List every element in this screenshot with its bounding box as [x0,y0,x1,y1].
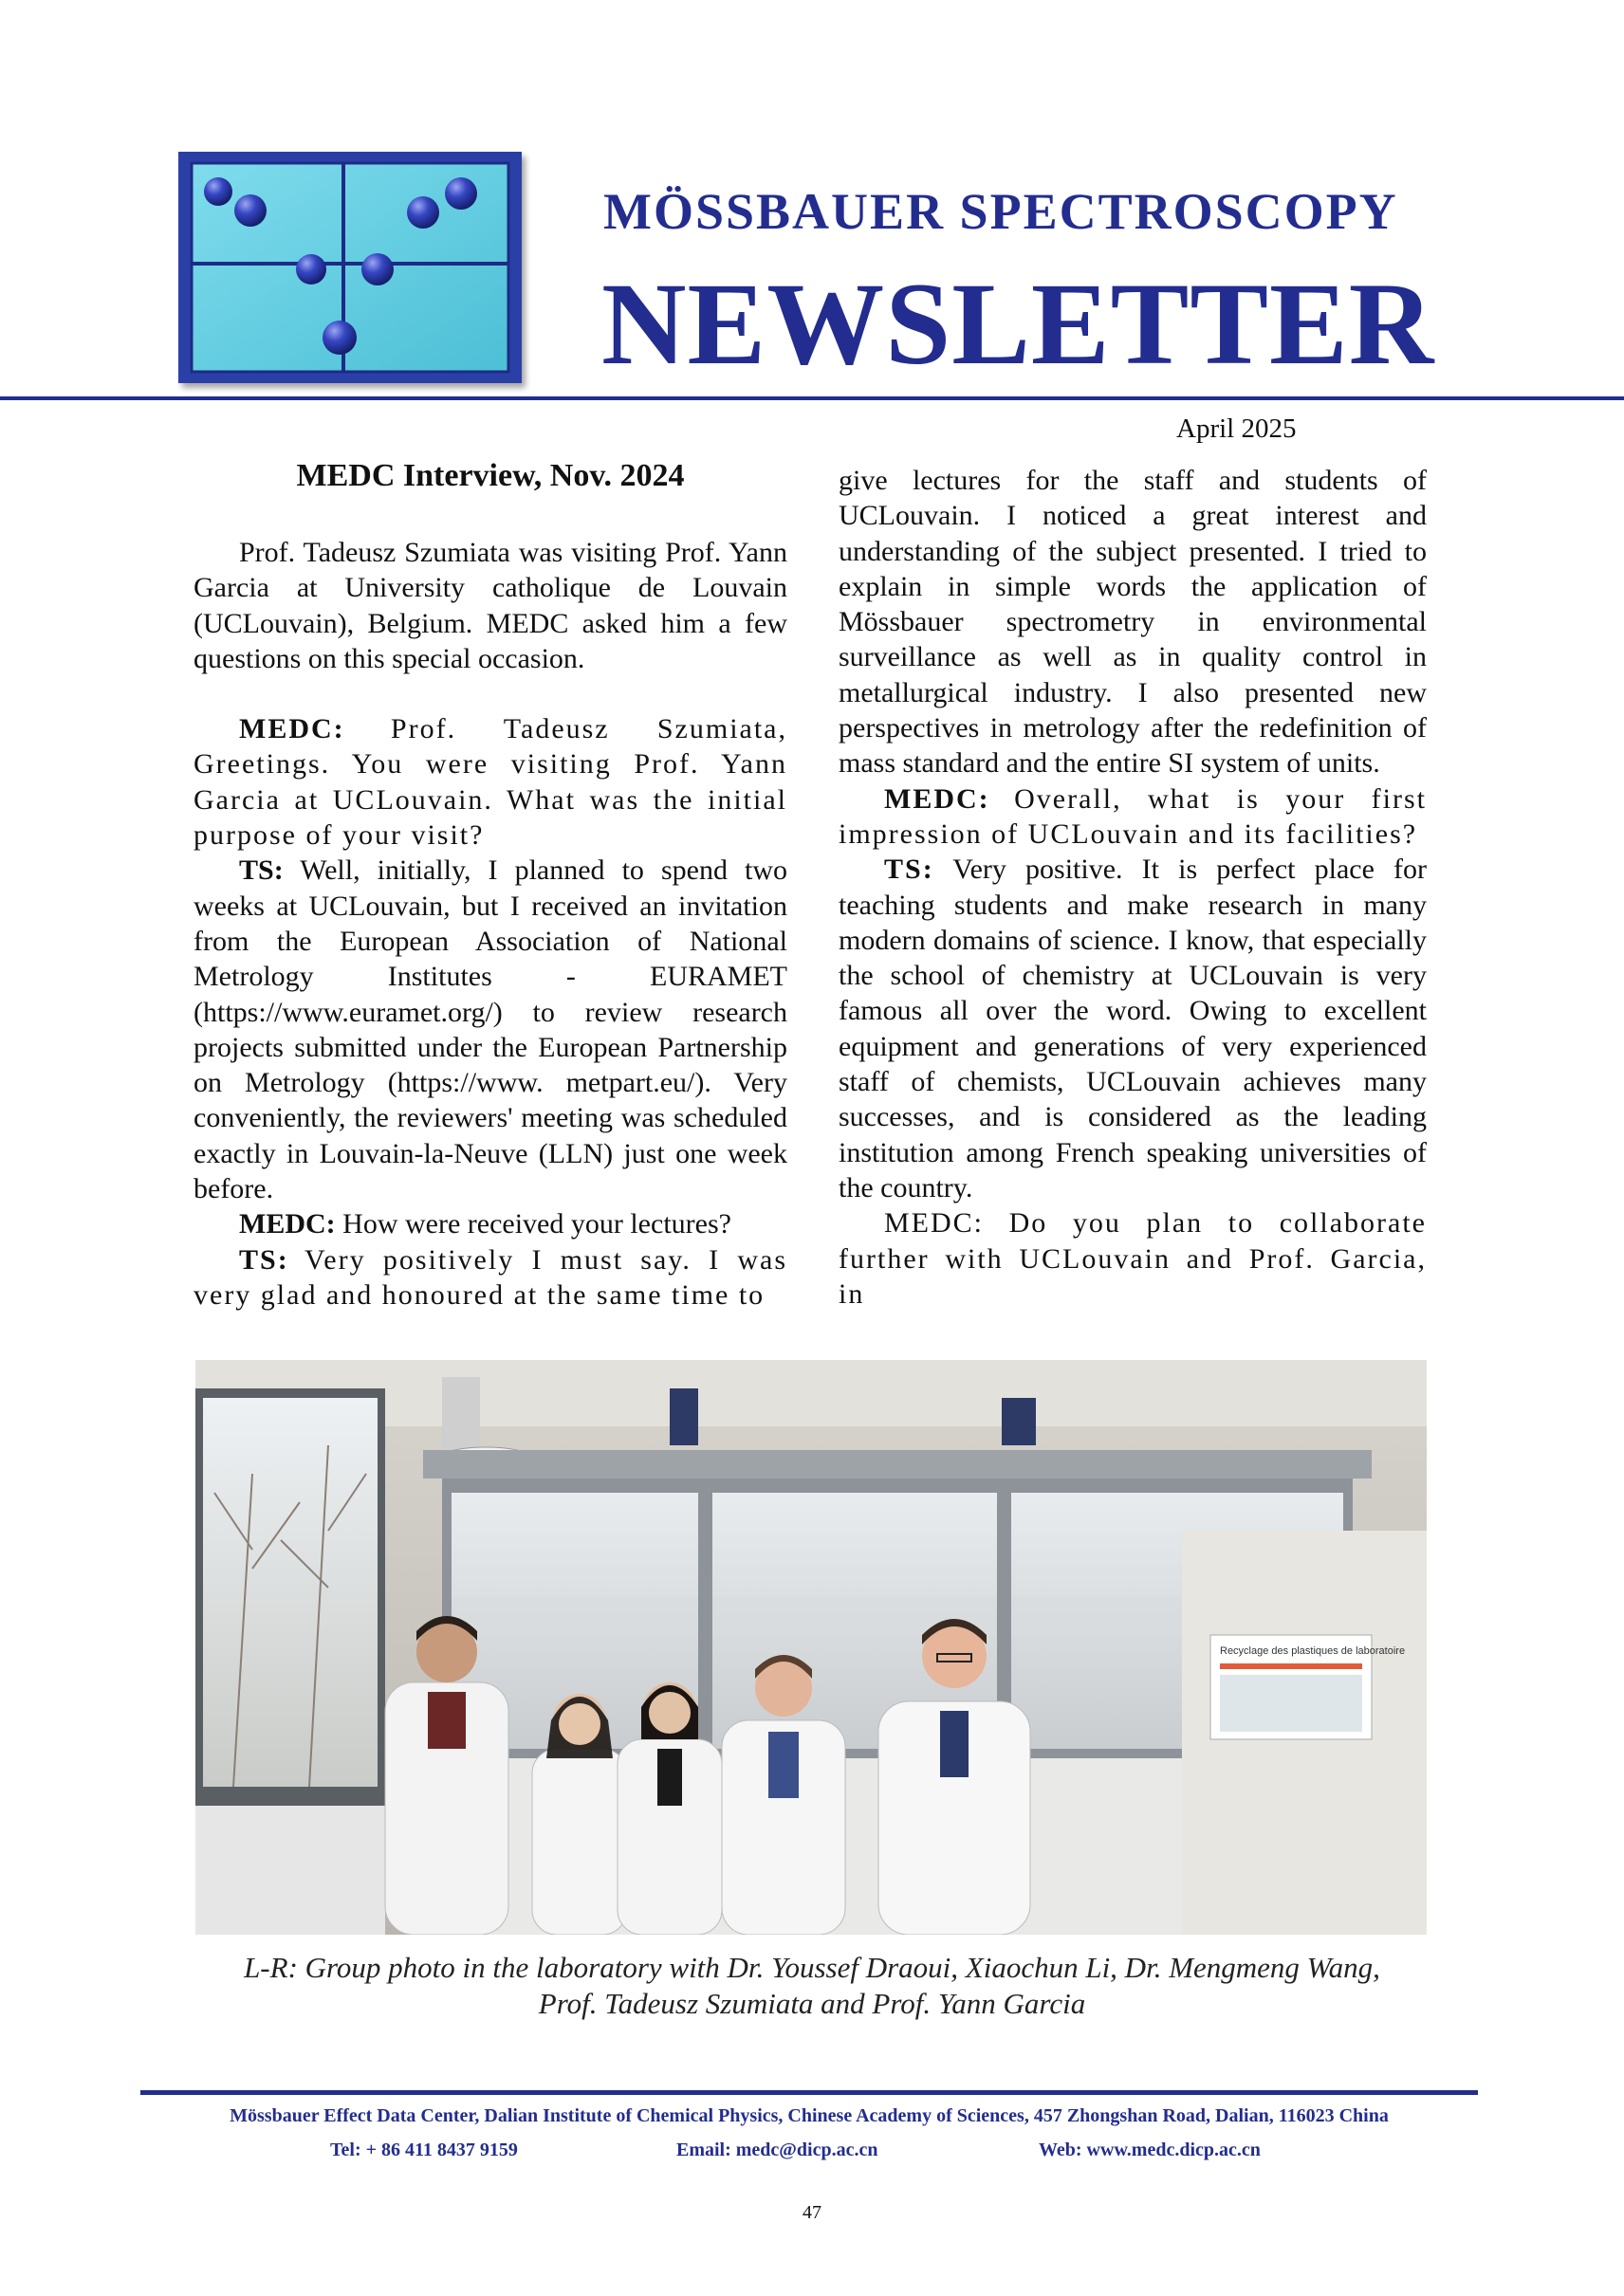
speaker-label: TS: [239,854,284,887]
mossbauer-lattice-logo-icon [178,152,522,383]
article-column-right [839,463,1427,1312]
newsletter-logo [178,152,522,383]
caption-line: L-R: Group photo in the laboratory with Dr. Youssef Draoui, Xiaochun Li, Dr. Mengmeng Wang, [244,1951,1380,1984]
footer-address: Mössbauer Effect Data Center, Dalian Institute of Chemical Physics, Chinese Academy of Sciences, 457 Zhongshan Road, Dalian, 116023 China [230,2105,1389,2126]
speaker-label: MEDC: [239,1208,336,1240]
article-title: MEDC Interview, Nov. 2024 [296,458,685,493]
lab-poster-title: Recyclage des plastiques de laboratoire [1220,1645,1406,1657]
speaker-label: TS: [239,1243,289,1276]
speaker-label: MEDC: [239,713,345,745]
article-column-left [194,455,787,1313]
footer-website[interactable]: Web: www.medc.dicp.ac.cn [1039,2140,1261,2160]
masthead-subtitle: MÖSSBAUER SPECTROSCOPY [603,183,1398,240]
page-number: 47 [803,2202,821,2223]
footer-telephone: Tel: + 86 411 8437 9159 [330,2140,518,2160]
question-paragraph: MEDC: Do you plan to collaborate further with UCLouvain and Prof. Garcia, in [839,1207,1427,1310]
footer-email[interactable]: Email: medc@dicp.ac.cn [676,2140,878,2160]
issue-date: April 2025 [1176,413,1297,444]
footer-divider [140,2090,1478,2095]
question-paragraph: MEDC: Overall, what is your first impression of UCLouvain and its facilities? [839,782,1427,850]
answer-paragraph: TS: Well, initially, I planned to spend two weeks at UCLouvain, but I received an invitation from the European Association of National Metrology Institutes - EURAMET (https://www.euramet.org/) to review research projects submitted under the European Partnership on Metrology (https://www. metpart.eu/). Very conveniently, the reviewers' meeting was scheduled exactly in Louvain-la-Neuve (LLN) just one week before. [194,854,787,1205]
speaker-label: TS: [884,854,934,886]
laboratory-group-photo [195,1360,1427,1935]
group-photo [195,1360,1427,1935]
masthead-title: NEWSLETTER [601,259,1435,389]
speaker-label: MEDC: [884,782,990,815]
article-intro: Prof. Tadeusz Szumiata was visiting Prof. Yann Garcia at University catholique de Louvain (UCLouvain), Belgium. MEDC asked him a few questions on this special occasion. [194,537,787,674]
answer-paragraph-continued: give lectures for the staff and students of UCLouvain. I noticed a great interest and understanding of the subject presented. I tried to explain in simple words the application of Mössbauer spectrometry in environmental surveillance as well as in quality control in metallurgical industry. I also presented new perspectives in metrology after the redefinition of mass standard and the entire SI system of units. [839,465,1427,780]
answer-paragraph: TS: Very positive. It is perfect place for teaching students and make research in many modern domains of science. I know, that especially the school of chemistry at UCLouvain is very famous all over the word. Owing to excellent equipment and generations of very experienced staff of chemists, UCLouvain achieves many successes, and is considered as the leading institution among French speaking universities of the country. [839,854,1428,1203]
header-divider [0,396,1624,400]
caption-line: Prof. Tadeusz Szumiata and Prof. Yann Garcia [538,1987,1086,2020]
question-paragraph: MEDC: Prof. Tadeusz Szumiata, Greetings. You were visiting Prof. Yann Garcia at UCLouvain. What was the initial purpose of your visit? [194,713,787,852]
photo-caption [142,1950,1482,2022]
question-paragraph: MEDC: How were received your lectures? [239,1208,731,1240]
answer-paragraph: TS: Very positively I must say. I was very glad and honoured at the same time to [194,1243,788,1311]
